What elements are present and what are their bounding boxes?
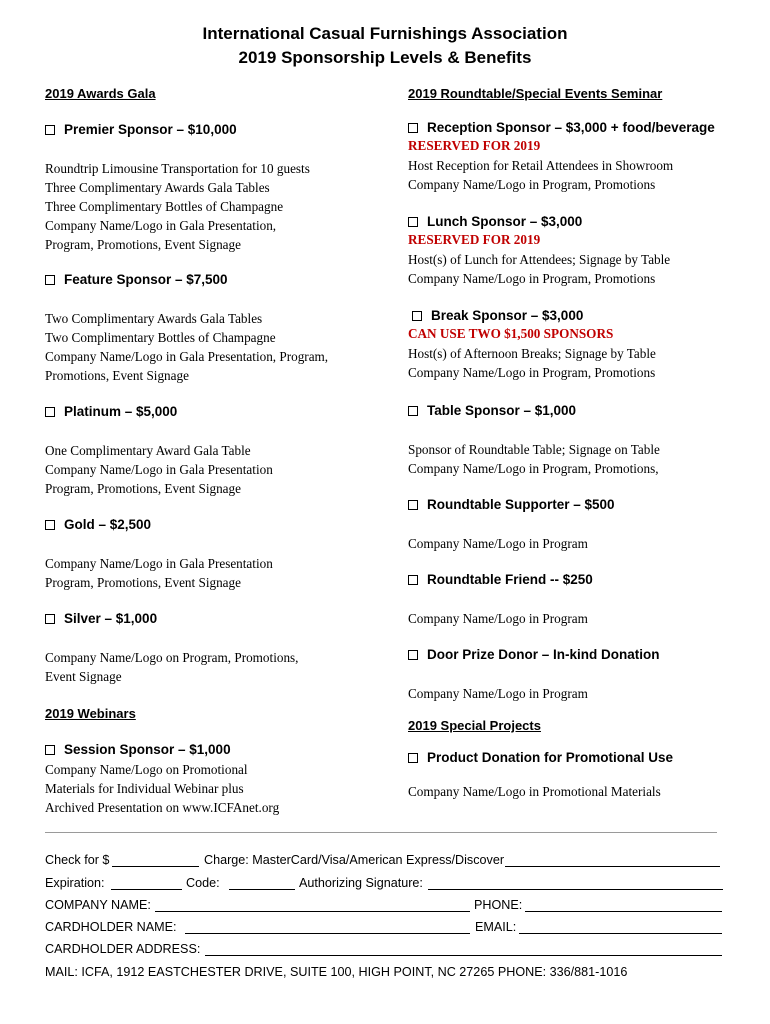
checkbox-icon[interactable] [408,123,418,133]
email-label: EMAIL: [475,920,517,934]
door-prize-label: Door Prize Donor – In-kind Donation [427,647,660,662]
page-title-line1: International Casual Furnishings Association [202,24,568,43]
benefit-line: Program, Promotions, Event Signage [45,575,241,590]
signature-field[interactable] [428,889,723,890]
break-sponsor-option[interactable] [412,308,583,323]
company-name-label: COMPANY NAME: [45,898,151,912]
door-prize-option[interactable] [408,647,660,662]
product-donation-benefits [408,782,661,801]
benefit-line: Promotions, Event Signage [45,368,189,383]
benefit-line: Host Reception for Retail Attendees in Showroom [408,158,674,173]
feature-sponsor-option[interactable] [45,272,228,287]
benefit-line: Roundtrip Limousine Transportation for 10 guests [45,161,310,176]
page-title-line2: 2019 Sponsorship Levels & Benefits [238,48,532,67]
roundtable-friend-option[interactable] [408,572,593,587]
cardholder-name-field[interactable] [185,933,470,934]
lunch-sponsor-option[interactable] [408,214,582,229]
checkbox-icon[interactable] [408,406,418,416]
platinum-sponsor-label: Platinum – $5,000 [64,404,178,419]
session-sponsor-label: Session Sponsor – $1,000 [64,742,231,757]
benefit-line: Company Name/Logo in Gala Presentation [45,462,273,477]
break-sponsor-benefits [408,344,656,382]
benefit-line: Company Name/Logo in Program [408,536,588,551]
checkbox-icon[interactable] [408,753,418,763]
checkbox-icon[interactable] [45,407,55,417]
expiration-field[interactable] [111,889,182,890]
roundtable-friend-benefits [408,609,588,628]
checkbox-icon[interactable] [408,650,418,660]
roundtable-supporter-option[interactable] [408,497,615,512]
mail-address-line: MAIL: ICFA, 1912 EASTCHESTER DRIVE, SUITE 100, HIGH POINT, NC 27265 PHONE: 336/881-1016 [45,965,628,979]
lunch-sponsor-benefits [408,250,670,288]
special-projects-heading: 2019 Special Projects [408,718,541,733]
benefit-line: Sponsor of Roundtable Table; Signage on Table [408,442,660,457]
checkbox-icon[interactable] [45,125,55,135]
checkbox-icon[interactable] [45,275,55,285]
benefit-line: Company Name/Logo on Promotional [45,762,248,777]
lunch-sponsor-label: Lunch Sponsor – $3,000 [427,214,583,229]
seminar-heading: 2019 Roundtable/Special Events Seminar [408,86,663,101]
door-prize-benefits [408,684,588,703]
cardholder-address-field[interactable] [205,955,722,956]
charge-card-field[interactable] [505,866,720,867]
expiration-label: Expiration: [45,876,105,890]
benefit-line: Company Name/Logo in Program, Promotions, [408,461,659,476]
benefit-line: Two Complimentary Awards Gala Tables [45,311,263,326]
silver-sponsor-label: Silver – $1,000 [64,611,158,626]
checkbox-icon[interactable] [408,217,418,227]
benefit-line: Company Name/Logo on Program, Promotions, [45,650,299,665]
charge-label: Charge: MasterCard/Visa/American Express/Discover [204,853,505,867]
platinum-sponsor-benefits [45,441,273,498]
gold-sponsor-benefits [45,554,273,592]
table-sponsor-option[interactable] [408,403,576,418]
check-amount-field[interactable] [112,866,199,867]
code-field[interactable] [229,889,295,890]
cardholder-name-label: CARDHOLDER NAME: [45,920,177,934]
benefit-line: Company Name/Logo in Gala Presentation [45,556,273,571]
section-divider [45,832,717,833]
checkbox-icon[interactable] [408,575,418,585]
benefit-line: Company Name/Logo in Gala Presentation, [45,218,277,233]
checkbox-icon[interactable] [45,520,55,530]
code-label: Code: [186,876,220,890]
benefit-line: Program, Promotions, Event Signage [45,237,241,252]
checkbox-icon[interactable] [45,745,55,755]
signature-label: Authorizing Signature: [299,876,423,890]
benefit-line: Company Name/Logo in Gala Presentation, Program, [45,349,329,364]
lunch-status: RESERVED FOR 2019 [408,232,541,247]
checkbox-icon[interactable] [412,311,422,321]
benefit-line: Program, Promotions, Event Signage [45,481,241,496]
feature-sponsor-label: Feature Sponsor – $7,500 [64,272,228,287]
check-amount-label: Check for $ [45,853,110,867]
roundtable-friend-label: Roundtable Friend -- $250 [427,572,593,587]
benefit-line: Archived Presentation on www.ICFAnet.org [45,800,280,815]
benefit-line: Three Complimentary Bottles of Champagne [45,199,284,214]
benefit-line: Host(s) of Lunch for Attendees; Signage by Table [408,252,671,267]
phone-field[interactable] [525,911,722,912]
premier-sponsor-label: Premier Sponsor – $10,000 [64,122,237,137]
cardholder-address-label: CARDHOLDER ADDRESS: [45,942,201,956]
feature-sponsor-benefits [45,309,328,385]
gold-sponsor-label: Gold – $2,500 [64,517,152,532]
benefit-line: Event Signage [45,669,122,684]
table-sponsor-label: Table Sponsor – $1,000 [427,403,577,418]
premier-sponsor-option[interactable] [45,122,237,137]
silver-sponsor-benefits [45,648,298,686]
session-sponsor-benefits [45,760,279,817]
phone-label: PHONE: [474,898,523,912]
benefit-line: Company Name/Logo in Promotional Materials [408,784,661,799]
premier-sponsor-benefits [45,159,310,254]
awards-gala-heading: 2019 Awards Gala [45,86,156,101]
reception-sponsor-benefits [408,156,673,194]
benefit-line: Host(s) of Afternoon Breaks; Signage by Table [408,346,656,361]
roundtable-supporter-label: Roundtable Supporter – $500 [427,497,615,512]
benefit-line: One Complimentary Award Gala Table [45,443,251,458]
company-name-field[interactable] [155,911,470,912]
benefit-line: Company Name/Logo in Program, Promotions [408,365,656,380]
benefit-line: Materials for Individual Webinar plus [45,781,244,796]
benefit-line: Two Complimentary Bottles of Champagne [45,330,276,345]
benefit-line: Company Name/Logo in Program [408,611,588,626]
checkbox-icon[interactable] [45,614,55,624]
session-sponsor-option[interactable] [45,742,231,757]
break-status: CAN USE TWO $1,500 SPONSORS [408,326,614,341]
roundtable-supporter-benefits [408,534,588,553]
gold-sponsor-option[interactable] [45,517,151,532]
break-sponsor-label: Break Sponsor – $3,000 [431,308,584,323]
reception-sponsor-option[interactable] [408,120,715,135]
email-field[interactable] [519,933,722,934]
table-sponsor-benefits [408,440,660,478]
product-donation-label: Product Donation for Promotional Use [427,750,674,765]
benefit-line: Company Name/Logo in Program, Promotions [408,177,656,192]
reception-status: RESERVED FOR 2019 [408,138,541,153]
benefit-line: Company Name/Logo in Program [408,686,588,701]
platinum-sponsor-option[interactable] [45,404,177,419]
product-donation-option[interactable] [408,750,673,765]
benefit-line: Company Name/Logo in Program, Promotions [408,271,656,286]
webinars-heading: 2019 Webinars [45,706,136,721]
checkbox-icon[interactable] [408,500,418,510]
silver-sponsor-option[interactable] [45,611,157,626]
benefit-line: Three Complimentary Awards Gala Tables [45,180,270,195]
reception-sponsor-label: Reception Sponsor – $3,000 + food/beverage [427,120,715,135]
